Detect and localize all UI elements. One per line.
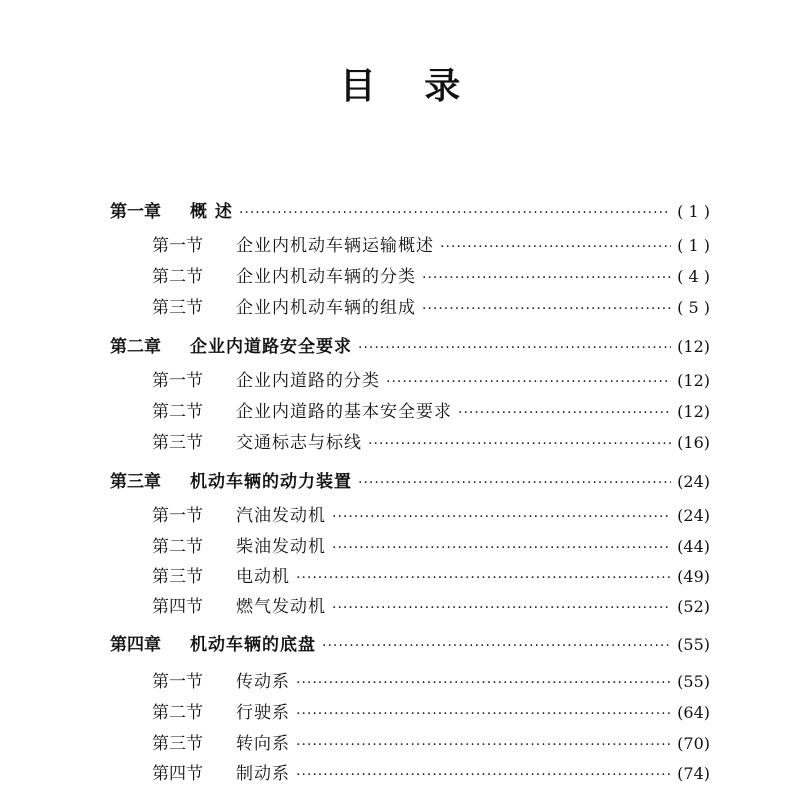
toc-section[interactable] xyxy=(152,295,710,321)
page-number: (12) xyxy=(677,337,710,356)
section-number: 第一节 xyxy=(152,236,203,256)
section-number: 第二节 xyxy=(152,703,203,723)
leader-dots xyxy=(458,400,671,426)
section-title: 企业内机动车辆运输概述 xyxy=(236,236,434,256)
section-number: 第二节 xyxy=(152,267,203,287)
page-number: (55) xyxy=(677,672,710,691)
leader-dots xyxy=(332,504,671,530)
page-number: (24) xyxy=(677,506,710,525)
section-title: 电动机 xyxy=(236,567,290,587)
leader-dots xyxy=(332,535,671,561)
toc-chapter-4[interactable] xyxy=(110,632,710,658)
section-title: 企业内道路的分类 xyxy=(236,371,380,391)
section-title: 燃气发动机 xyxy=(236,597,326,617)
toc-section[interactable] xyxy=(152,761,710,787)
page-number: (12) xyxy=(677,371,710,390)
leader-dots xyxy=(239,200,671,226)
leader-dots xyxy=(422,296,671,322)
page-number: (64) xyxy=(677,703,710,722)
chapter-number: 第三章 xyxy=(110,472,161,492)
toc-section[interactable] xyxy=(152,264,710,290)
section-title: 转向系 xyxy=(236,734,290,754)
toc-section[interactable] xyxy=(152,399,710,425)
page-number: ( 4 ) xyxy=(677,267,710,286)
leader-dots xyxy=(358,470,671,496)
page-number: (12) xyxy=(677,402,710,421)
page-number: ( 5 ) xyxy=(677,298,710,317)
section-number: 第三节 xyxy=(152,433,203,453)
leader-dots xyxy=(422,265,671,291)
section-number: 第二节 xyxy=(152,402,203,422)
leader-dots xyxy=(296,762,671,788)
section-number: 第三节 xyxy=(152,298,203,318)
leader-dots xyxy=(386,369,671,395)
page-number: (74) xyxy=(677,764,710,783)
toc-section[interactable] xyxy=(152,594,710,620)
page-number: ( 1 ) xyxy=(677,236,710,255)
toc-section[interactable] xyxy=(152,564,710,590)
chapter-title: 机动车辆的底盘 xyxy=(190,635,316,655)
leader-dots xyxy=(296,701,671,727)
page-number: (52) xyxy=(677,597,710,616)
leader-dots xyxy=(296,670,671,696)
page-number: (24) xyxy=(677,472,710,491)
chapter-number: 第一章 xyxy=(110,202,161,222)
page-number: (49) xyxy=(677,567,710,586)
toc-section[interactable] xyxy=(152,368,710,394)
toc-chapter-3[interactable] xyxy=(110,469,710,495)
section-title: 传动系 xyxy=(236,672,290,692)
toc-section[interactable] xyxy=(152,700,710,726)
leader-dots xyxy=(358,335,671,361)
section-number: 第一节 xyxy=(152,672,203,692)
leader-dots xyxy=(296,565,671,591)
page-number: (44) xyxy=(677,537,710,556)
leader-dots xyxy=(440,234,671,260)
page-number: ( 1 ) xyxy=(677,202,710,221)
page-number: (55) xyxy=(677,635,710,654)
section-title: 制动系 xyxy=(236,764,290,784)
toc-section[interactable] xyxy=(152,430,710,456)
toc-section[interactable] xyxy=(152,534,710,560)
leader-dots xyxy=(368,431,671,457)
section-number: 第三节 xyxy=(152,567,203,587)
page-number: (70) xyxy=(677,734,710,753)
chapter-title: 企业内道路安全要求 xyxy=(190,337,352,357)
section-number: 第四节 xyxy=(152,597,203,617)
section-title: 企业内道路的基本安全要求 xyxy=(236,402,452,422)
section-title: 交通标志与标线 xyxy=(236,433,362,453)
chapter-number: 第二章 xyxy=(110,337,161,357)
leader-dots xyxy=(332,595,671,621)
section-title: 企业内机动车辆的分类 xyxy=(236,267,416,287)
chapter-number: 第四章 xyxy=(110,635,161,655)
toc-chapter-1[interactable] xyxy=(110,199,710,225)
toc-section[interactable] xyxy=(152,233,710,259)
section-number: 第三节 xyxy=(152,734,203,754)
chapter-title: 机动车辆的动力装置 xyxy=(190,472,352,492)
leader-dots xyxy=(322,633,671,659)
section-number: 第二节 xyxy=(152,537,203,557)
leader-dots xyxy=(296,732,671,758)
toc-section[interactable] xyxy=(152,503,710,529)
chapter-title: 概 述 xyxy=(190,202,233,222)
section-title: 行驶系 xyxy=(236,703,290,723)
page-title: 目 录 xyxy=(339,66,479,107)
toc-section[interactable] xyxy=(152,669,710,695)
section-number: 第一节 xyxy=(152,506,203,526)
toc-chapter-2[interactable] xyxy=(110,334,710,360)
section-number: 第四节 xyxy=(152,764,203,784)
page-number: (16) xyxy=(677,433,710,452)
section-title: 汽油发动机 xyxy=(236,506,326,526)
section-number: 第一节 xyxy=(152,371,203,391)
toc-section[interactable] xyxy=(152,731,710,757)
section-title: 企业内机动车辆的组成 xyxy=(236,298,416,318)
section-title: 柴油发动机 xyxy=(236,537,326,557)
